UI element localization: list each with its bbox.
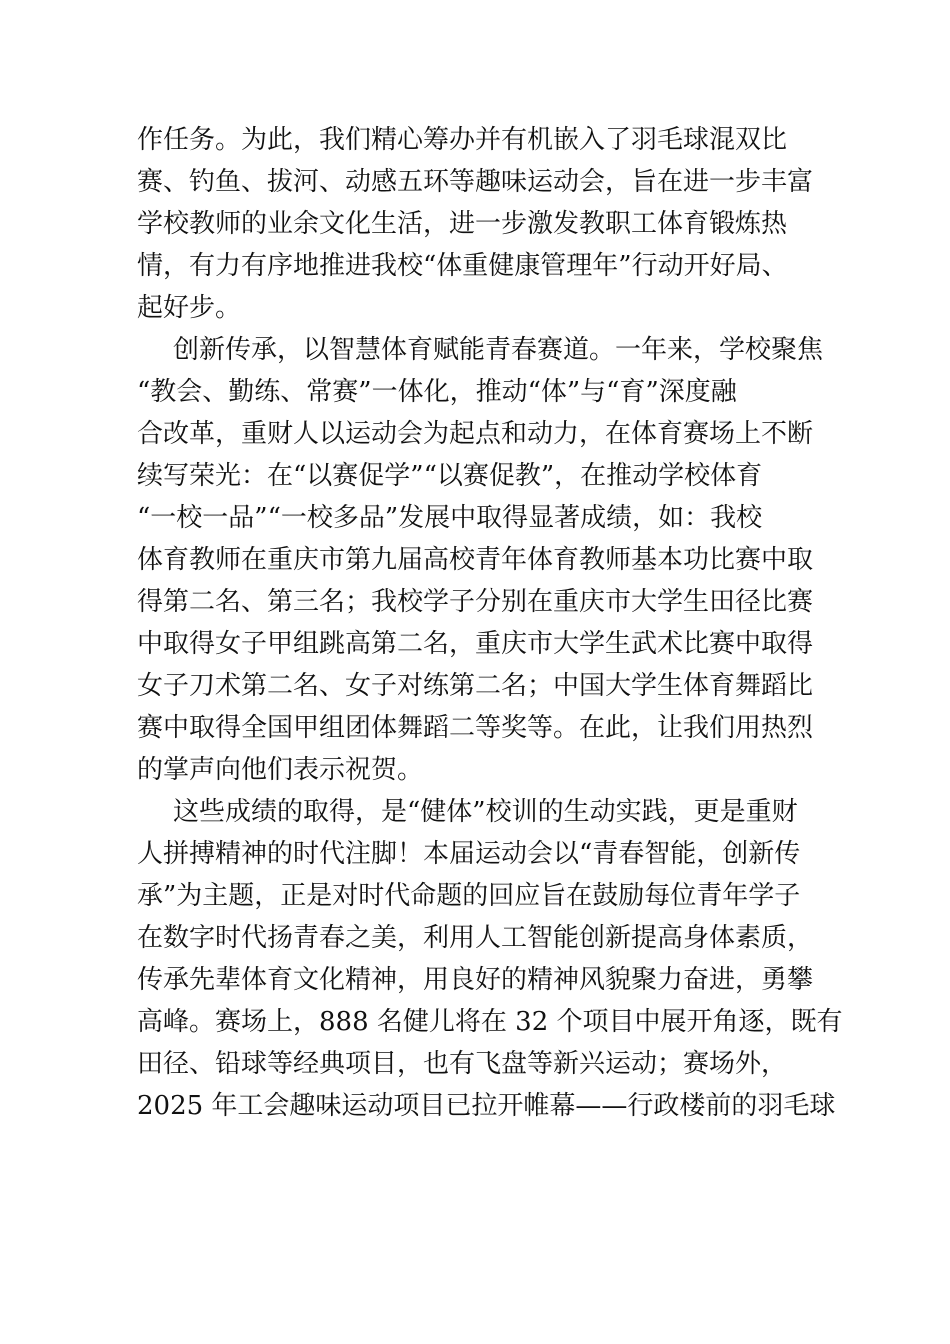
paragraph-3 <box>137 791 843 1127</box>
paragraph-1 <box>137 119 827 329</box>
text-line: 这些成绩的取得，是“健体”校训的生动实践，更是重财 <box>173 797 798 827</box>
text-line: 赛中取得全国甲组团体舞蹈二等奖等。在此，让我们用热烈 <box>137 713 814 743</box>
text-line: 续写荣光：在“以赛促学”“以赛促教”，在推动学校体育 <box>137 461 763 491</box>
text-line: 体育教师在重庆市第九届高校青年体育教师基本功比赛中取 <box>137 545 814 575</box>
text-line: 在数字时代扬青春之美，利用人工智能创新提高身体素质， <box>137 923 814 953</box>
text-line: 女子刀术第二名、女子对练第二名；中国大学生体育舞蹈比 <box>137 671 814 701</box>
text-line: “一校一品”“一校多品”发展中取得显著成绩，如：我校 <box>137 503 763 533</box>
text-line: 作任务。为此，我们精心筹办并有机嵌入了羽毛球混双比 <box>137 125 788 155</box>
text-line: 起好步。 <box>137 293 242 323</box>
text-line: 传承先辈体育文化精神，用良好的精神风貌聚力奋进，勇攀 <box>137 965 814 995</box>
paragraph-2 <box>137 329 827 791</box>
text-line: 创新传承，以智慧体育赋能青春赛道。一年来，学校聚焦 <box>173 335 824 365</box>
document-body <box>137 119 843 1127</box>
text-line: 高峰。赛场上，888 名健儿将在 32 个项目中展开角逐，既有 <box>137 1007 843 1037</box>
text-line: 田径、铅球等经典项目，也有飞盘等新兴运动；赛场外， <box>137 1049 788 1079</box>
text-line: “教会、勤练、常赛”一体化，推动“体”与“育”深度融 <box>137 377 737 407</box>
text-line: 的掌声向他们表示祝贺。 <box>137 755 424 785</box>
text-line: 合改革，重财人以运动会为起点和动力，在体育赛场上不断 <box>137 419 814 449</box>
text-line: 得第二名、第三名；我校学子分别在重庆市大学生田径比赛 <box>137 587 814 617</box>
text-line: 2025 年工会趣味运动项目已拉开帷幕——行政楼前的羽毛球 <box>137 1091 836 1121</box>
text-line: 人拼搏精神的时代注脚！本届运动会以“青春智能，创新传 <box>137 839 801 869</box>
text-line: 承”为主题，正是对时代命题的回应旨在鼓励每位青年学子 <box>137 881 801 911</box>
text-line: 赛、钓鱼、拔河、动感五环等趣味运动会，旨在进一步丰富 <box>137 167 814 197</box>
text-line: 情，有力有序地推进我校“体重健康管理年”行动开好局、 <box>137 251 788 281</box>
text-line: 学校教师的业余文化生活，进一步激发教职工体育锻炼热 <box>137 209 788 239</box>
text-line: 中取得女子甲组跳高第二名，重庆市大学生武术比赛中取得 <box>137 629 814 659</box>
